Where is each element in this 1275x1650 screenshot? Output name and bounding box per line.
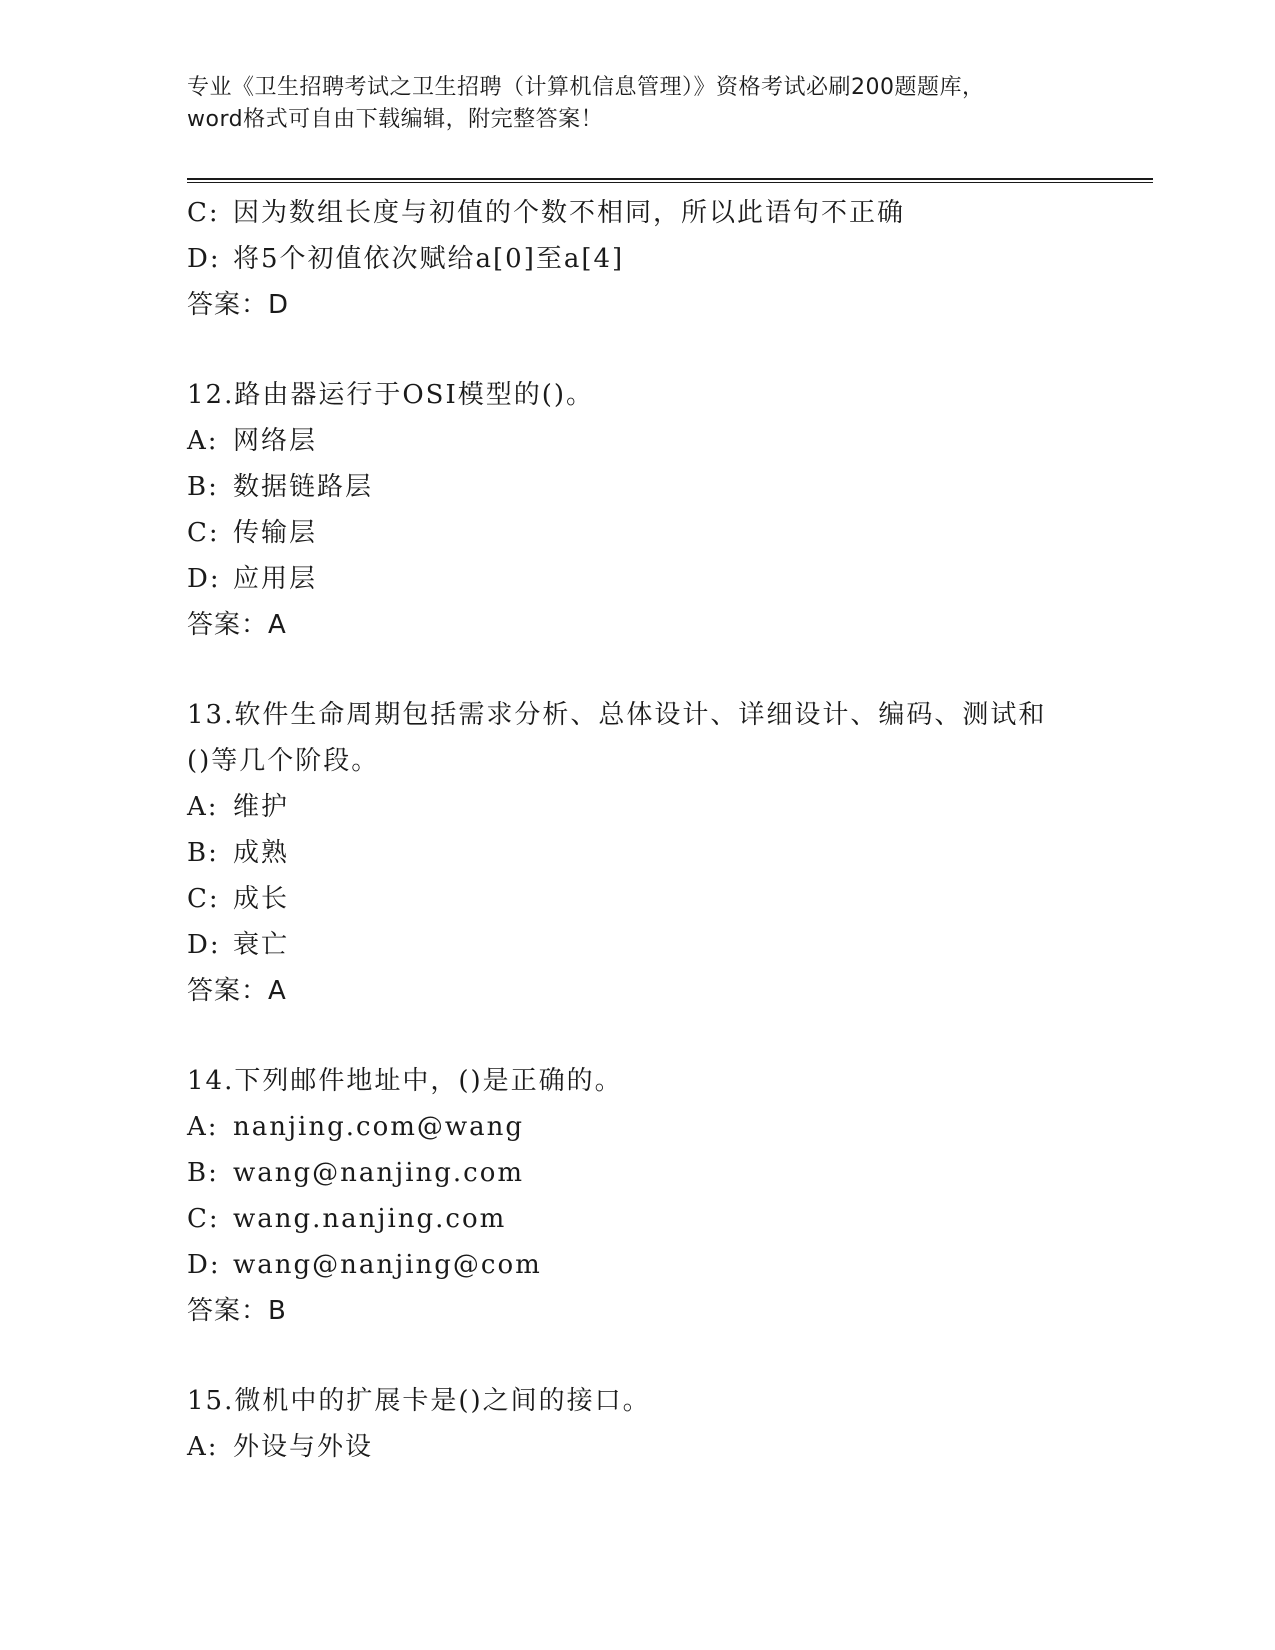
- question-text-continued: ()等几个阶段。: [187, 746, 380, 776]
- option-c: C: 传输层: [187, 518, 318, 548]
- option-b: B: 数据链路层: [187, 472, 374, 502]
- option-c: C: wang.nanjing.com: [187, 1204, 507, 1234]
- option-a: A: 维护: [187, 792, 290, 822]
- question-text: 14.下列邮件地址中，()是正确的。: [187, 1066, 623, 1096]
- answer-line: 答案：B: [187, 1296, 287, 1326]
- question-block: [187, 1378, 1107, 1470]
- question-block: [187, 190, 1107, 328]
- option-c: C: 成长: [187, 884, 290, 914]
- option-d: D: wang@nanjing@com: [187, 1250, 542, 1280]
- question-block: [187, 372, 1107, 648]
- option-d: D: 将5个初值依次赋给a[0]至a[4]: [187, 244, 625, 274]
- question-block: [187, 1058, 1107, 1334]
- answer-line: 答案：A: [187, 976, 287, 1006]
- answer-line: 答案：A: [187, 610, 287, 640]
- option-b: B: 成熟: [187, 838, 290, 868]
- header-divider-thin: [187, 182, 1153, 183]
- question-block: [187, 692, 1107, 1014]
- document-header: [187, 72, 1087, 136]
- header-divider-thick: [187, 178, 1153, 180]
- question-list: [187, 190, 1107, 1470]
- option-d: D: 应用层: [187, 564, 318, 594]
- option-a: A: 外设与外设: [187, 1432, 374, 1462]
- option-c: C: 因为数组长度与初值的个数不相同，所以此语句不正确: [187, 198, 906, 228]
- question-text: 15.微机中的扩展卡是()之间的接口。: [187, 1386, 651, 1416]
- option-b: B: wang@nanjing.com: [187, 1158, 525, 1188]
- question-text: 12.路由器运行于OSI模型的()。: [187, 380, 595, 410]
- question-text: 13.软件生命周期包括需求分析、总体设计、详细设计、编码、测试和: [187, 700, 1047, 730]
- option-a: A: nanjing.com@wang: [187, 1112, 525, 1142]
- header-line-2: word格式可自由下载编辑，附完整答案！: [187, 107, 604, 132]
- answer-line: 答案：D: [187, 290, 290, 320]
- option-d: D: 衰亡: [187, 930, 290, 960]
- header-line-1: 专业《卫生招聘考试之卫生招聘（计算机信息管理）》资格考试必刷200题题库，: [187, 75, 985, 100]
- option-a: A: 网络层: [187, 426, 318, 456]
